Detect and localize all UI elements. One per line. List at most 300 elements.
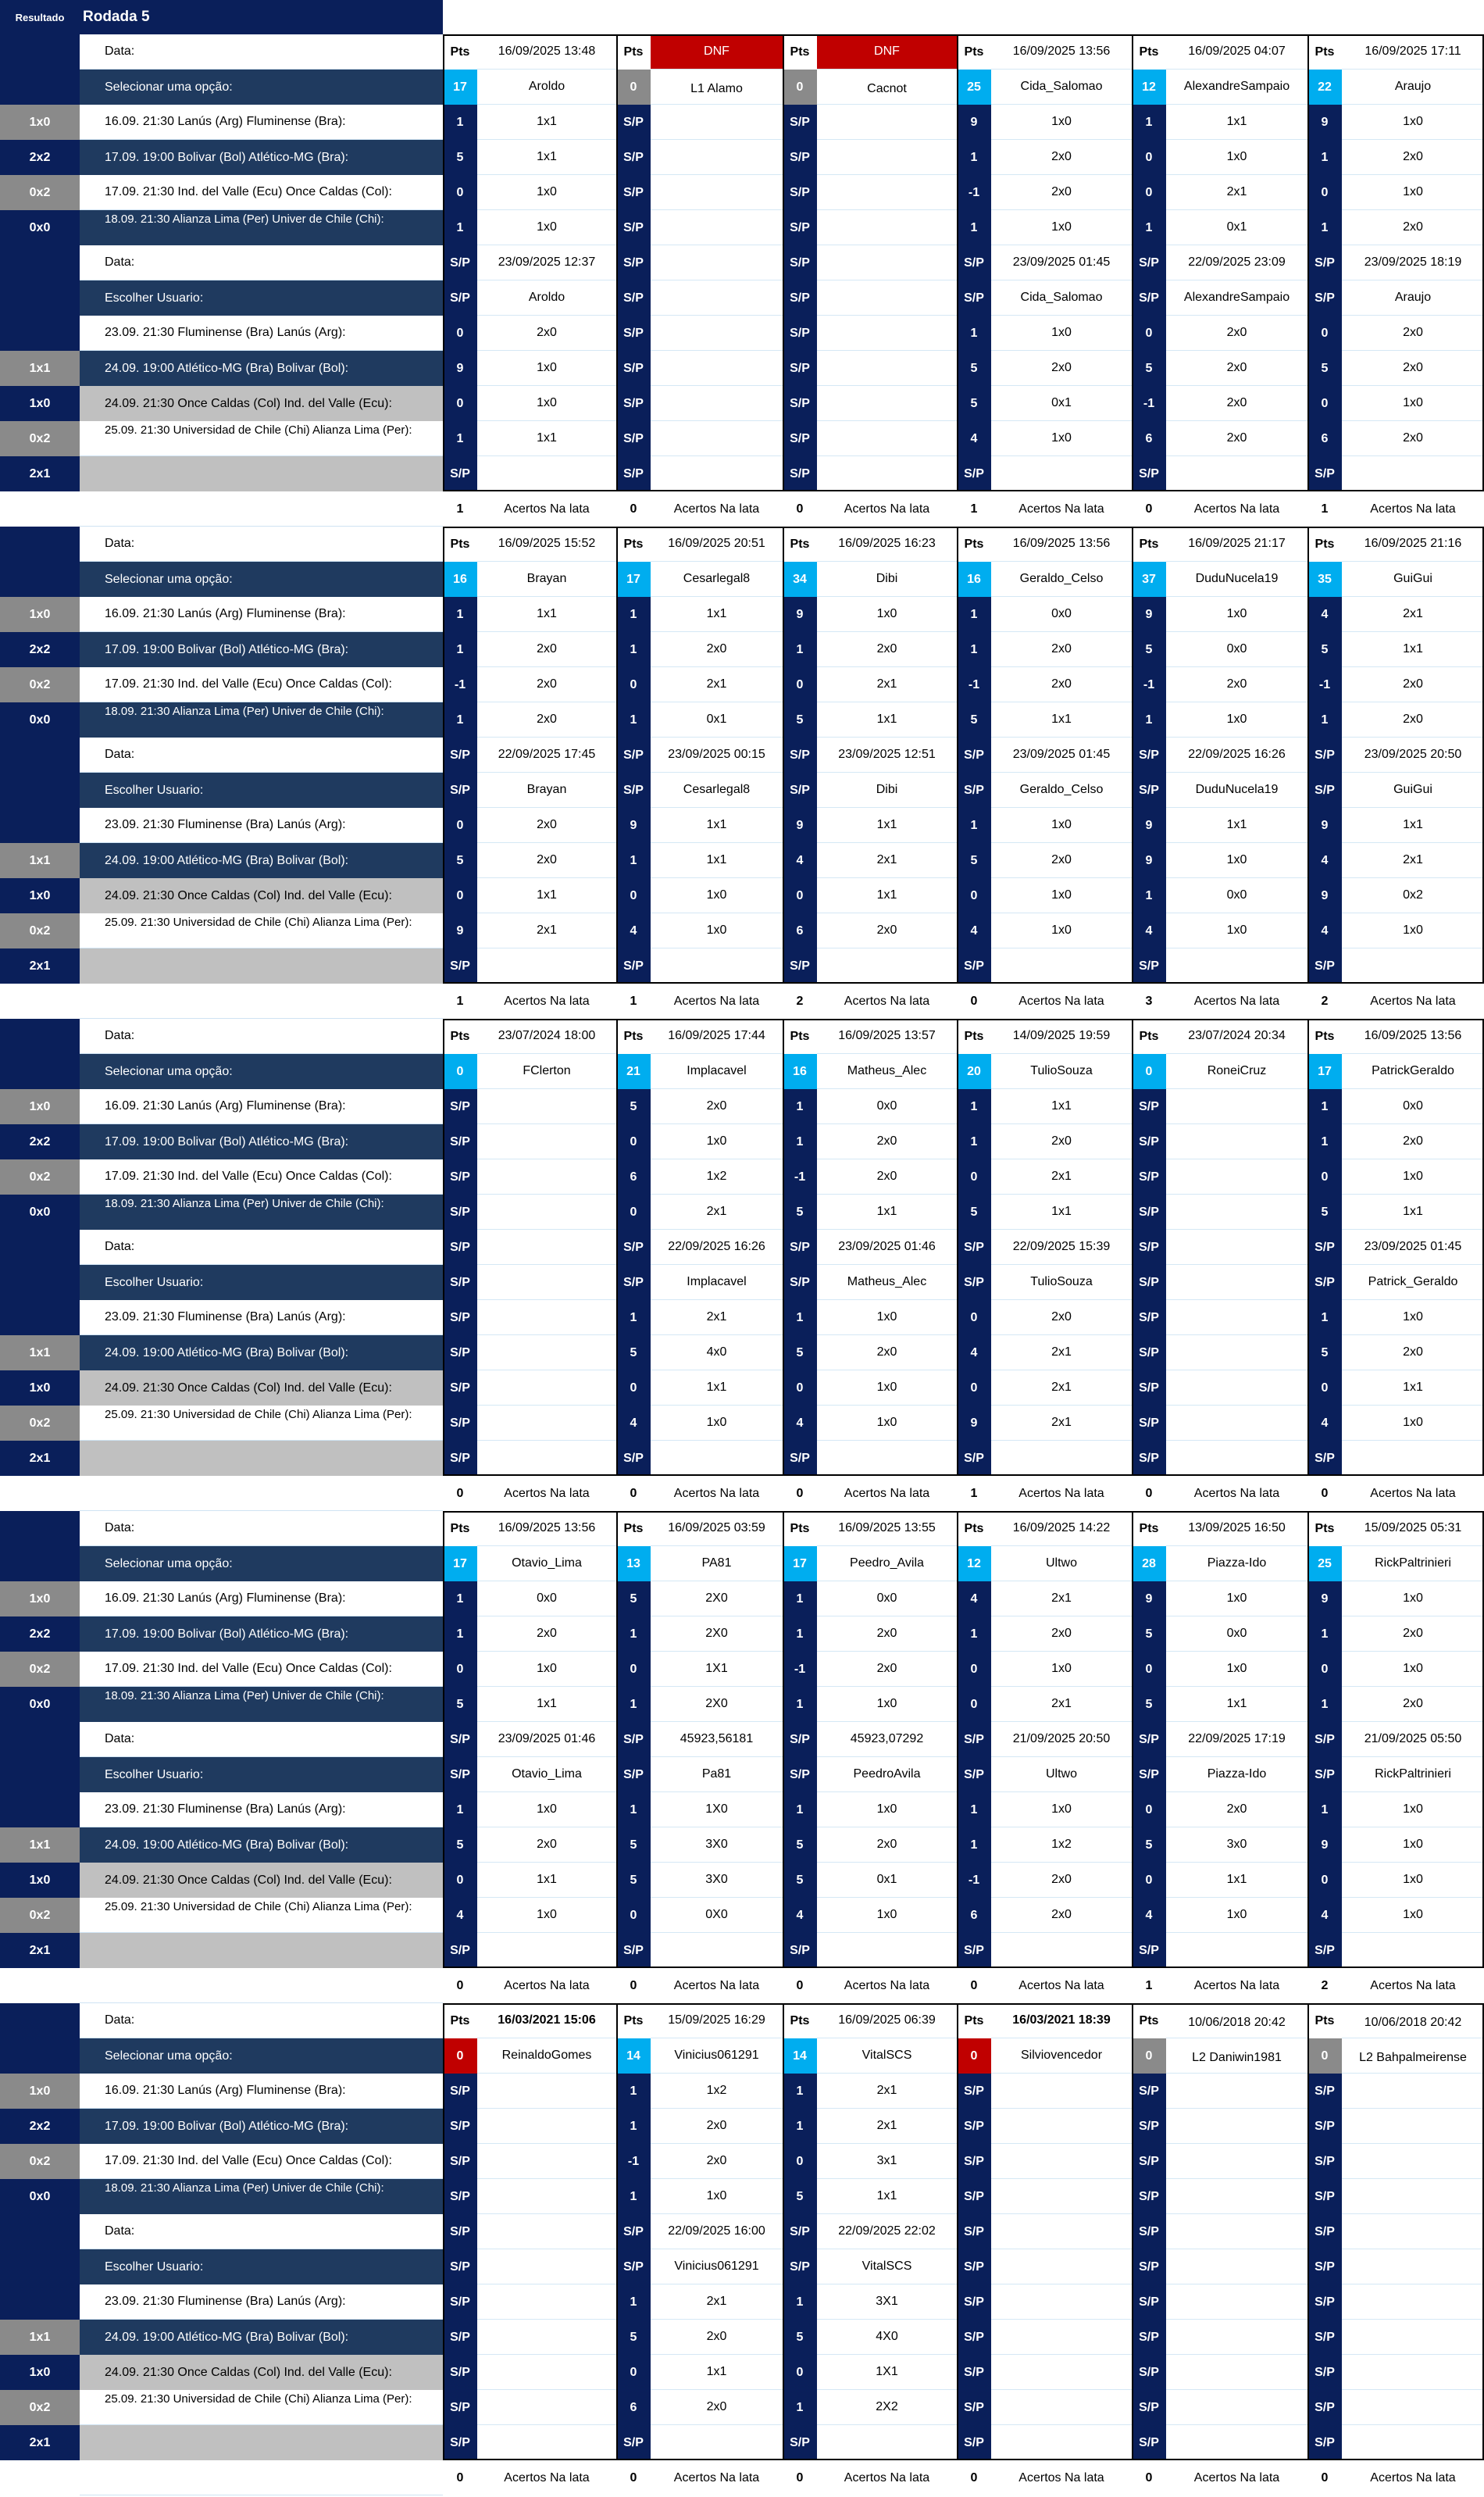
- guess-score[interactable]: 2x0: [1342, 1616, 1484, 1652]
- player-select[interactable]: Brayan: [477, 562, 616, 597]
- user-select[interactable]: DuduNucela19: [1166, 773, 1307, 808]
- guess-score[interactable]: 2x0: [1342, 1687, 1484, 1722]
- guess-score[interactable]: [991, 2320, 1132, 2355]
- guess-score[interactable]: 1x1: [477, 1863, 616, 1898]
- player-select[interactable]: RoneiCruz: [1166, 1054, 1307, 1089]
- guess-score[interactable]: 0x1: [817, 1863, 957, 1898]
- guess-score[interactable]: 1x1: [1166, 1863, 1307, 1898]
- guess-score[interactable]: 1x0: [1342, 1827, 1484, 1863]
- guess-score[interactable]: 1x0: [1342, 1863, 1484, 1898]
- player-select[interactable]: L2 Bahpalmeirense: [1342, 2038, 1484, 2074]
- guess-score[interactable]: 1x0: [477, 1792, 616, 1827]
- guess-score[interactable]: 1x0: [651, 2179, 783, 2214]
- user-select[interactable]: [1342, 2249, 1484, 2284]
- guess-score[interactable]: 1x0: [991, 421, 1132, 456]
- user-select[interactable]: [477, 1265, 616, 1300]
- user-select[interactable]: Aroldo: [477, 280, 616, 316]
- guess-score[interactable]: [817, 105, 957, 140]
- guess-score[interactable]: 2x0: [477, 632, 616, 667]
- player-select[interactable]: Cacnot: [817, 70, 957, 105]
- guess-score[interactable]: 1x0: [1342, 1406, 1484, 1441]
- guess-score[interactable]: 1x0: [1166, 1652, 1307, 1687]
- guess-score[interactable]: [477, 1406, 616, 1441]
- guess-score[interactable]: 2x1: [991, 1581, 1132, 1616]
- guess-score[interactable]: 0X0: [651, 1898, 783, 1933]
- guess-score[interactable]: 2x0: [991, 1124, 1132, 1159]
- user-select[interactable]: Implacavel: [651, 1265, 783, 1300]
- guess-score[interactable]: [1166, 1159, 1307, 1195]
- guess-score[interactable]: [651, 140, 783, 175]
- guess-score[interactable]: [817, 140, 957, 175]
- guess-score[interactable]: [991, 2355, 1132, 2390]
- guess-score[interactable]: [1342, 2355, 1484, 2390]
- guess-score[interactable]: 1x0: [991, 210, 1132, 245]
- guess-score[interactable]: 1x0: [1342, 1898, 1484, 1933]
- guess-score[interactable]: [1342, 2179, 1484, 2214]
- guess-score[interactable]: 1x1: [1342, 1370, 1484, 1406]
- user-select[interactable]: [991, 2249, 1132, 2284]
- guess-score[interactable]: 2x0: [1166, 351, 1307, 386]
- guess-score[interactable]: 2x0: [651, 1089, 783, 1124]
- guess-score[interactable]: 1x1: [1342, 632, 1484, 667]
- user-select[interactable]: [651, 280, 783, 316]
- user-select[interactable]: Piazza-Ido: [1166, 1757, 1307, 1792]
- guess-score[interactable]: 2x0: [651, 2109, 783, 2144]
- guess-score[interactable]: 2x0: [991, 632, 1132, 667]
- guess-score[interactable]: 1x0: [991, 913, 1132, 948]
- guess-score[interactable]: 2x0: [477, 1827, 616, 1863]
- guess-score[interactable]: [477, 2144, 616, 2179]
- guess-score[interactable]: 1x1: [477, 140, 616, 175]
- guess-score[interactable]: 1x0: [1342, 105, 1484, 140]
- player-select[interactable]: ReinaldoGomes: [477, 2038, 616, 2074]
- guess-score[interactable]: 2x1: [991, 1159, 1132, 1195]
- guess-score[interactable]: 1x0: [477, 386, 616, 421]
- guess-score[interactable]: 2x0: [1342, 702, 1484, 738]
- guess-score[interactable]: 3x1: [817, 2144, 957, 2179]
- guess-score[interactable]: 2x0: [1342, 667, 1484, 702]
- player-select[interactable]: PatrickGeraldo: [1342, 1054, 1484, 1089]
- guess-score[interactable]: 2x0: [651, 632, 783, 667]
- guess-score[interactable]: 1x1: [817, 702, 957, 738]
- guess-score[interactable]: 2x1: [817, 667, 957, 702]
- guess-score[interactable]: 1x0: [1342, 1581, 1484, 1616]
- guess-score[interactable]: 2x1: [651, 2284, 783, 2320]
- guess-score[interactable]: 2x0: [1342, 210, 1484, 245]
- guess-score[interactable]: 1x0: [1166, 1898, 1307, 1933]
- guess-score[interactable]: 1x0: [1342, 1652, 1484, 1687]
- guess-score[interactable]: 4X0: [817, 2320, 957, 2355]
- guess-score[interactable]: [477, 1159, 616, 1195]
- user-select[interactable]: Otavio_Lima: [477, 1757, 616, 1792]
- guess-score[interactable]: 2x0: [477, 808, 616, 843]
- guess-score[interactable]: 2x1: [1342, 597, 1484, 632]
- guess-score[interactable]: 1x0: [1342, 1300, 1484, 1335]
- guess-score[interactable]: [1342, 2109, 1484, 2144]
- guess-score[interactable]: 1x1: [651, 808, 783, 843]
- guess-score[interactable]: 2x0: [817, 1616, 957, 1652]
- guess-score[interactable]: 1x1: [651, 1370, 783, 1406]
- guess-score[interactable]: 2x0: [991, 351, 1132, 386]
- guess-score[interactable]: 1x1: [477, 597, 616, 632]
- guess-score[interactable]: 2x1: [477, 913, 616, 948]
- guess-score[interactable]: 2x1: [991, 1370, 1132, 1406]
- guess-score[interactable]: 1x0: [1166, 597, 1307, 632]
- guess-score[interactable]: 2x1: [817, 2074, 957, 2109]
- player-select[interactable]: Dibi: [817, 562, 957, 597]
- player-select[interactable]: Cida_Salomao: [991, 70, 1132, 105]
- guess-score[interactable]: 2x0: [477, 667, 616, 702]
- guess-score[interactable]: [477, 1335, 616, 1370]
- guess-score[interactable]: [991, 2179, 1132, 2214]
- guess-score[interactable]: [651, 421, 783, 456]
- guess-score[interactable]: 1x0: [1166, 702, 1307, 738]
- guess-score[interactable]: 0x0: [1342, 1089, 1484, 1124]
- player-select[interactable]: Matheus_Alec: [817, 1054, 957, 1089]
- guess-score[interactable]: 2x0: [817, 1159, 957, 1195]
- guess-score[interactable]: 1x0: [817, 1300, 957, 1335]
- guess-score[interactable]: 1x0: [817, 1898, 957, 1933]
- guess-score[interactable]: [477, 1195, 616, 1230]
- guess-score[interactable]: [817, 316, 957, 351]
- guess-score[interactable]: 1x0: [651, 1406, 783, 1441]
- player-select[interactable]: TulioSouza: [991, 1054, 1132, 1089]
- guess-score[interactable]: [1166, 2284, 1307, 2320]
- user-select[interactable]: Matheus_Alec: [817, 1265, 957, 1300]
- guess-score[interactable]: [1166, 1089, 1307, 1124]
- user-select[interactable]: AlexandreSampaio: [1166, 280, 1307, 316]
- guess-score[interactable]: [1166, 1335, 1307, 1370]
- guess-score[interactable]: 4x0: [651, 1335, 783, 1370]
- guess-score[interactable]: [651, 105, 783, 140]
- guess-score[interactable]: 0x2: [1342, 878, 1484, 913]
- guess-score[interactable]: 1x0: [477, 1898, 616, 1933]
- player-select[interactable]: Silviovencedor: [991, 2038, 1132, 2074]
- guess-score[interactable]: [477, 2179, 616, 2214]
- user-select[interactable]: Cesarlegal8: [651, 773, 783, 808]
- guess-score[interactable]: [477, 2284, 616, 2320]
- guess-score[interactable]: 3x0: [1166, 1827, 1307, 1863]
- guess-score[interactable]: 1x1: [817, 1195, 957, 1230]
- guess-score[interactable]: 1x0: [1342, 175, 1484, 210]
- user-select[interactable]: [477, 2249, 616, 2284]
- guess-score[interactable]: [1166, 1370, 1307, 1406]
- guess-score[interactable]: 1x0: [1166, 1581, 1307, 1616]
- guess-score[interactable]: [1342, 2074, 1484, 2109]
- guess-score[interactable]: [477, 2109, 616, 2144]
- player-select[interactable]: RickPaltrinieri: [1342, 1546, 1484, 1581]
- guess-score[interactable]: [1166, 1300, 1307, 1335]
- guess-score[interactable]: 2x0: [1166, 316, 1307, 351]
- guess-score[interactable]: 2x1: [651, 1195, 783, 1230]
- guess-score[interactable]: 2x1: [1166, 175, 1307, 210]
- guess-score[interactable]: 2x0: [991, 1300, 1132, 1335]
- guess-score[interactable]: 1X1: [817, 2355, 957, 2390]
- guess-score[interactable]: 0x0: [477, 1581, 616, 1616]
- player-select[interactable]: Peedro_Avila: [817, 1546, 957, 1581]
- user-select[interactable]: VitalSCS: [817, 2249, 957, 2284]
- guess-score[interactable]: 2X0: [651, 1581, 783, 1616]
- guess-score[interactable]: 1x2: [991, 1827, 1132, 1863]
- guess-score[interactable]: [1342, 2284, 1484, 2320]
- guess-score[interactable]: [1342, 2144, 1484, 2179]
- guess-score[interactable]: 0x1: [991, 386, 1132, 421]
- guess-score[interactable]: [991, 2074, 1132, 2109]
- guess-score[interactable]: 2x0: [1166, 421, 1307, 456]
- guess-score[interactable]: 2x1: [1342, 843, 1484, 878]
- player-select[interactable]: Geraldo_Celso: [991, 562, 1132, 597]
- guess-score[interactable]: 1x0: [1342, 913, 1484, 948]
- guess-score[interactable]: 2x0: [817, 1652, 957, 1687]
- guess-score[interactable]: 2x0: [651, 2390, 783, 2425]
- guess-score[interactable]: 1x0: [477, 210, 616, 245]
- user-select[interactable]: Ultwo: [991, 1757, 1132, 1792]
- guess-score[interactable]: [817, 351, 957, 386]
- guess-score[interactable]: 0x0: [1166, 632, 1307, 667]
- guess-score[interactable]: [1166, 2144, 1307, 2179]
- guess-score[interactable]: 2x0: [817, 1827, 957, 1863]
- guess-score[interactable]: [477, 1370, 616, 1406]
- player-select[interactable]: L2 Daniwin1981: [1166, 2038, 1307, 2074]
- guess-score[interactable]: 1x0: [477, 175, 616, 210]
- guess-score[interactable]: 1x0: [1342, 1159, 1484, 1195]
- player-select[interactable]: Aroldo: [477, 70, 616, 105]
- guess-score[interactable]: 2x0: [1166, 1792, 1307, 1827]
- user-select[interactable]: Dibi: [817, 773, 957, 808]
- guess-score[interactable]: 2x0: [477, 843, 616, 878]
- guess-score[interactable]: 1x2: [651, 1159, 783, 1195]
- guess-score[interactable]: 1x0: [817, 1687, 957, 1722]
- guess-score[interactable]: 2x0: [1342, 421, 1484, 456]
- guess-score[interactable]: [651, 175, 783, 210]
- guess-score[interactable]: 2x0: [1166, 667, 1307, 702]
- guess-score[interactable]: 2x0: [991, 175, 1132, 210]
- guess-score[interactable]: 2x0: [1342, 351, 1484, 386]
- guess-score[interactable]: 0x0: [991, 597, 1132, 632]
- user-select[interactable]: Brayan: [477, 773, 616, 808]
- guess-score[interactable]: 2x0: [991, 140, 1132, 175]
- guess-score[interactable]: 1x1: [817, 878, 957, 913]
- guess-score[interactable]: 1x0: [991, 1652, 1132, 1687]
- guess-score[interactable]: [477, 2320, 616, 2355]
- guess-score[interactable]: 3X0: [651, 1827, 783, 1863]
- guess-score[interactable]: 2x1: [991, 1406, 1132, 1441]
- guess-score[interactable]: 2x0: [651, 2320, 783, 2355]
- guess-score[interactable]: 1x1: [817, 808, 957, 843]
- guess-score[interactable]: 1x1: [651, 2355, 783, 2390]
- guess-score[interactable]: 1x0: [1166, 140, 1307, 175]
- guess-score[interactable]: [817, 210, 957, 245]
- guess-score[interactable]: 2x1: [651, 667, 783, 702]
- guess-score[interactable]: [477, 1124, 616, 1159]
- guess-score[interactable]: 2x0: [1342, 1335, 1484, 1370]
- user-select[interactable]: Cida_Salomao: [991, 280, 1132, 316]
- guess-score[interactable]: 2X0: [651, 1616, 783, 1652]
- guess-score[interactable]: [1342, 2390, 1484, 2425]
- guess-score[interactable]: [1166, 1124, 1307, 1159]
- player-select[interactable]: AlexandreSampaio: [1166, 70, 1307, 105]
- guess-score[interactable]: 1x0: [1342, 1792, 1484, 1827]
- guess-score[interactable]: [651, 351, 783, 386]
- guess-score[interactable]: 2x0: [991, 843, 1132, 878]
- guess-score[interactable]: 1x0: [651, 878, 783, 913]
- guess-score[interactable]: 2x0: [1166, 386, 1307, 421]
- guess-score[interactable]: [1166, 2355, 1307, 2390]
- guess-score[interactable]: [1166, 2390, 1307, 2425]
- guess-score[interactable]: 2x0: [1342, 1124, 1484, 1159]
- guess-score[interactable]: [651, 316, 783, 351]
- player-select[interactable]: Implacavel: [651, 1054, 783, 1089]
- guess-score[interactable]: 2x0: [817, 1124, 957, 1159]
- player-select[interactable]: GuiGui: [1342, 562, 1484, 597]
- player-select[interactable]: Otavio_Lima: [477, 1546, 616, 1581]
- guess-score[interactable]: [1342, 2320, 1484, 2355]
- guess-score[interactable]: 2x0: [651, 2144, 783, 2179]
- guess-score[interactable]: 1x0: [817, 1370, 957, 1406]
- guess-score[interactable]: 1x0: [477, 1652, 616, 1687]
- guess-score[interactable]: 0x1: [1166, 210, 1307, 245]
- guess-score[interactable]: [991, 2284, 1132, 2320]
- guess-score[interactable]: 1x1: [1166, 1687, 1307, 1722]
- guess-score[interactable]: 1x1: [991, 702, 1132, 738]
- guess-score[interactable]: 1x1: [991, 1089, 1132, 1124]
- guess-score[interactable]: 1x0: [1166, 913, 1307, 948]
- guess-score[interactable]: 0x0: [1166, 878, 1307, 913]
- guess-score[interactable]: [477, 1089, 616, 1124]
- guess-score[interactable]: [1166, 1406, 1307, 1441]
- guess-score[interactable]: 2x0: [477, 316, 616, 351]
- guess-score[interactable]: [817, 421, 957, 456]
- guess-score[interactable]: 1x1: [1342, 808, 1484, 843]
- guess-score[interactable]: 1x1: [1166, 808, 1307, 843]
- guess-score[interactable]: 1X1: [651, 1652, 783, 1687]
- guess-score[interactable]: 2x0: [817, 913, 957, 948]
- guess-score[interactable]: 1x1: [991, 1195, 1132, 1230]
- guess-score[interactable]: 0x0: [817, 1581, 957, 1616]
- guess-score[interactable]: [991, 2109, 1132, 2144]
- guess-score[interactable]: 2x0: [817, 1335, 957, 1370]
- user-select[interactable]: [1166, 2249, 1307, 2284]
- user-select[interactable]: Araujo: [1342, 280, 1484, 316]
- user-select[interactable]: TulioSouza: [991, 1265, 1132, 1300]
- guess-score[interactable]: 1x0: [991, 1792, 1132, 1827]
- guess-score[interactable]: [1166, 2109, 1307, 2144]
- guess-score[interactable]: [1166, 2074, 1307, 2109]
- guess-score[interactable]: [477, 1300, 616, 1335]
- guess-score[interactable]: 2x0: [991, 1616, 1132, 1652]
- guess-score[interactable]: [477, 2074, 616, 2109]
- guess-score[interactable]: 0x0: [1166, 1616, 1307, 1652]
- user-select[interactable]: [817, 280, 957, 316]
- user-select[interactable]: Patrick_Geraldo: [1342, 1265, 1484, 1300]
- guess-score[interactable]: 1x1: [477, 105, 616, 140]
- guess-score[interactable]: 1x1: [817, 2179, 957, 2214]
- guess-score[interactable]: [1166, 2179, 1307, 2214]
- player-select[interactable]: Cesarlegal8: [651, 562, 783, 597]
- guess-score[interactable]: 2x0: [991, 1863, 1132, 1898]
- guess-score[interactable]: 2x1: [651, 1300, 783, 1335]
- guess-score[interactable]: 2x0: [991, 667, 1132, 702]
- guess-score[interactable]: 1x0: [651, 913, 783, 948]
- user-select[interactable]: Vinicius061291: [651, 2249, 783, 2284]
- guess-score[interactable]: 1x1: [651, 597, 783, 632]
- guess-score[interactable]: 2X0: [651, 1687, 783, 1722]
- guess-score[interactable]: [1166, 1195, 1307, 1230]
- user-select[interactable]: RickPaltrinieri: [1342, 1757, 1484, 1792]
- guess-score[interactable]: [651, 210, 783, 245]
- user-select[interactable]: GuiGui: [1342, 773, 1484, 808]
- guess-score[interactable]: 2x0: [477, 1616, 616, 1652]
- player-select[interactable]: Piazza-Ido: [1166, 1546, 1307, 1581]
- guess-score[interactable]: [477, 2390, 616, 2425]
- player-select[interactable]: Araujo: [1342, 70, 1484, 105]
- guess-score[interactable]: 1x0: [1166, 843, 1307, 878]
- guess-score[interactable]: 1x1: [477, 421, 616, 456]
- guess-score[interactable]: 1x0: [477, 351, 616, 386]
- guess-score[interactable]: 1x0: [991, 878, 1132, 913]
- user-select[interactable]: PeedroAvila: [817, 1757, 957, 1792]
- guess-score[interactable]: [651, 386, 783, 421]
- guess-score[interactable]: 1x1: [651, 843, 783, 878]
- guess-score[interactable]: 1x0: [651, 1124, 783, 1159]
- player-select[interactable]: PA81: [651, 1546, 783, 1581]
- guess-score[interactable]: 2x0: [817, 632, 957, 667]
- guess-score[interactable]: 2X2: [817, 2390, 957, 2425]
- guess-score[interactable]: 1x1: [1166, 105, 1307, 140]
- guess-score[interactable]: 1x1: [477, 1687, 616, 1722]
- guess-score[interactable]: 2x0: [1342, 316, 1484, 351]
- guess-score[interactable]: 0x0: [817, 1089, 957, 1124]
- user-select[interactable]: Geraldo_Celso: [991, 773, 1132, 808]
- guess-score[interactable]: 1x0: [1342, 386, 1484, 421]
- guess-score[interactable]: 3X0: [651, 1863, 783, 1898]
- player-select[interactable]: FClerton: [477, 1054, 616, 1089]
- guess-score[interactable]: 1x0: [991, 316, 1132, 351]
- guess-score[interactable]: 2x0: [1342, 140, 1484, 175]
- guess-score[interactable]: 2x1: [991, 1687, 1132, 1722]
- guess-score[interactable]: 1x2: [651, 2074, 783, 2109]
- guess-score[interactable]: 1x0: [991, 808, 1132, 843]
- guess-score[interactable]: 2x1: [817, 2109, 957, 2144]
- guess-score[interactable]: 1x0: [991, 105, 1132, 140]
- player-select[interactable]: VitalSCS: [817, 2038, 957, 2074]
- guess-score[interactable]: [817, 175, 957, 210]
- guess-score[interactable]: 1x1: [1342, 1195, 1484, 1230]
- guess-score[interactable]: 1x0: [817, 597, 957, 632]
- user-select[interactable]: Pa81: [651, 1757, 783, 1792]
- guess-score[interactable]: [991, 2390, 1132, 2425]
- guess-score[interactable]: [991, 2144, 1132, 2179]
- player-select[interactable]: Ultwo: [991, 1546, 1132, 1581]
- guess-score[interactable]: [1166, 2320, 1307, 2355]
- player-select[interactable]: Vinicius061291: [651, 2038, 783, 2074]
- guess-score[interactable]: 1x1: [477, 878, 616, 913]
- guess-score[interactable]: 2x1: [817, 843, 957, 878]
- guess-score[interactable]: [817, 386, 957, 421]
- guess-score[interactable]: 2x0: [477, 702, 616, 738]
- guess-score[interactable]: 1x0: [817, 1792, 957, 1827]
- user-select[interactable]: [1166, 1265, 1307, 1300]
- guess-score[interactable]: 2x1: [991, 1335, 1132, 1370]
- guess-score[interactable]: 1x0: [817, 1406, 957, 1441]
- guess-score[interactable]: 2x0: [991, 1898, 1132, 1933]
- player-select[interactable]: DuduNucela19: [1166, 562, 1307, 597]
- player-select[interactable]: L1 Alamo: [651, 70, 783, 105]
- guess-score[interactable]: 3X1: [817, 2284, 957, 2320]
- guess-score[interactable]: 0x1: [651, 702, 783, 738]
- guess-score[interactable]: [477, 2355, 616, 2390]
- guess-score[interactable]: 1X0: [651, 1792, 783, 1827]
